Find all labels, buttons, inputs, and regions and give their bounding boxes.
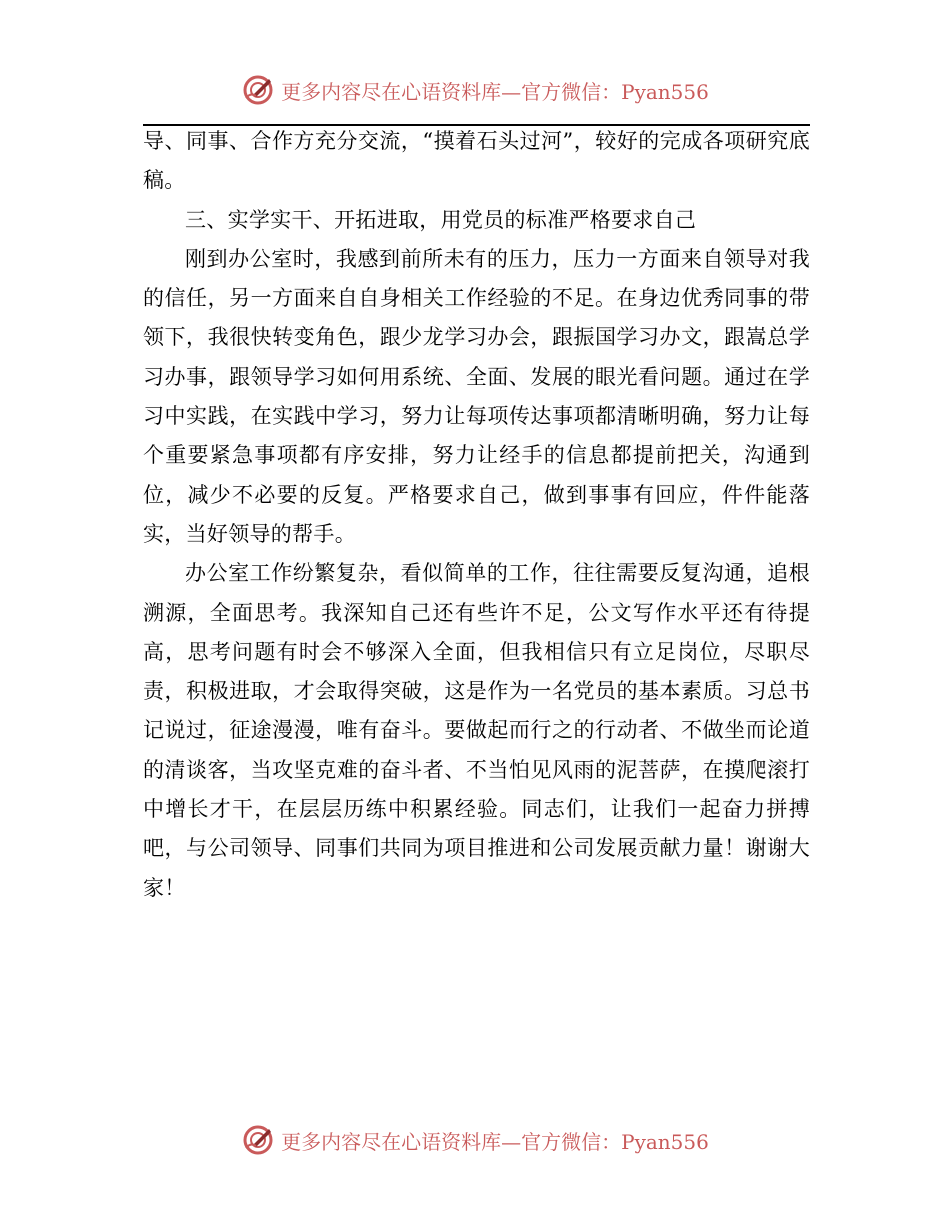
header-watermark [0, 70, 950, 110]
logo-icon [241, 1123, 275, 1157]
footer-watermark [0, 1120, 950, 1160]
paragraph-2: 刚到办公室时，我感到前所未有的压力，压力一方面来自领导对我的信任，另一方面来自自身相关工作经验的不足。在身边优秀同事的带领下，我很快转变角色，跟少龙学习办会，跟振国学习办文，跟嵩总学习办事，跟领导学习如何用系统、全面、发展的眼光看问题。通过在学习中实践，在实践中学习，努力让每项传达事项都清晰明确，努力让每个重要紧急事项都有序安排，努力让经手的信息都提前把关，沟通到位，减少不必要的反复。严格要求自己，做到事事有回应，件件能落实，当好领导的帮手。 [143, 246, 810, 546]
section-heading: 三、实学实干、开拓进取，用党员的标准严格要求自己 [185, 207, 697, 232]
paragraph-1: 导、同事、合作方充分交流，“摸着石头过河”，较好的完成各项研究底稿。 [143, 129, 810, 193]
paragraph-3: 办公室工作纷繁复杂，看似简单的工作，往往需要反复沟通，追根溯源，全面思考。我深知自己还有些许不足，公文写作水平还有待提高，思考问题有时会不够深入全面，但我相信只有立足岗位，尽职尽责，积极进取，才会取得突破，这是作为一名党员的基本素质。习总书记说过，征途漫漫，唯有奋斗。要做起而行之的行动者、不做坐而论道的清谈客，当攻坚克难的奋斗者、不当怕见风雨的泥菩萨，在摸爬滚打中增长才干，在层层历练中积累经验。同志们，让我们一起奋力拼搏吧，与公司领导、同事们共同为项目推进和公司发展贡献力量！谢谢大家！ [143, 561, 810, 900]
document-body [143, 122, 810, 908]
watermark-text: 更多内容尽在心语资料库—官方微信：Pyan556 [281, 1129, 709, 1154]
watermark-text: 更多内容尽在心语资料库—官方微信：Pyan556 [281, 79, 709, 104]
logo-icon [241, 73, 275, 107]
